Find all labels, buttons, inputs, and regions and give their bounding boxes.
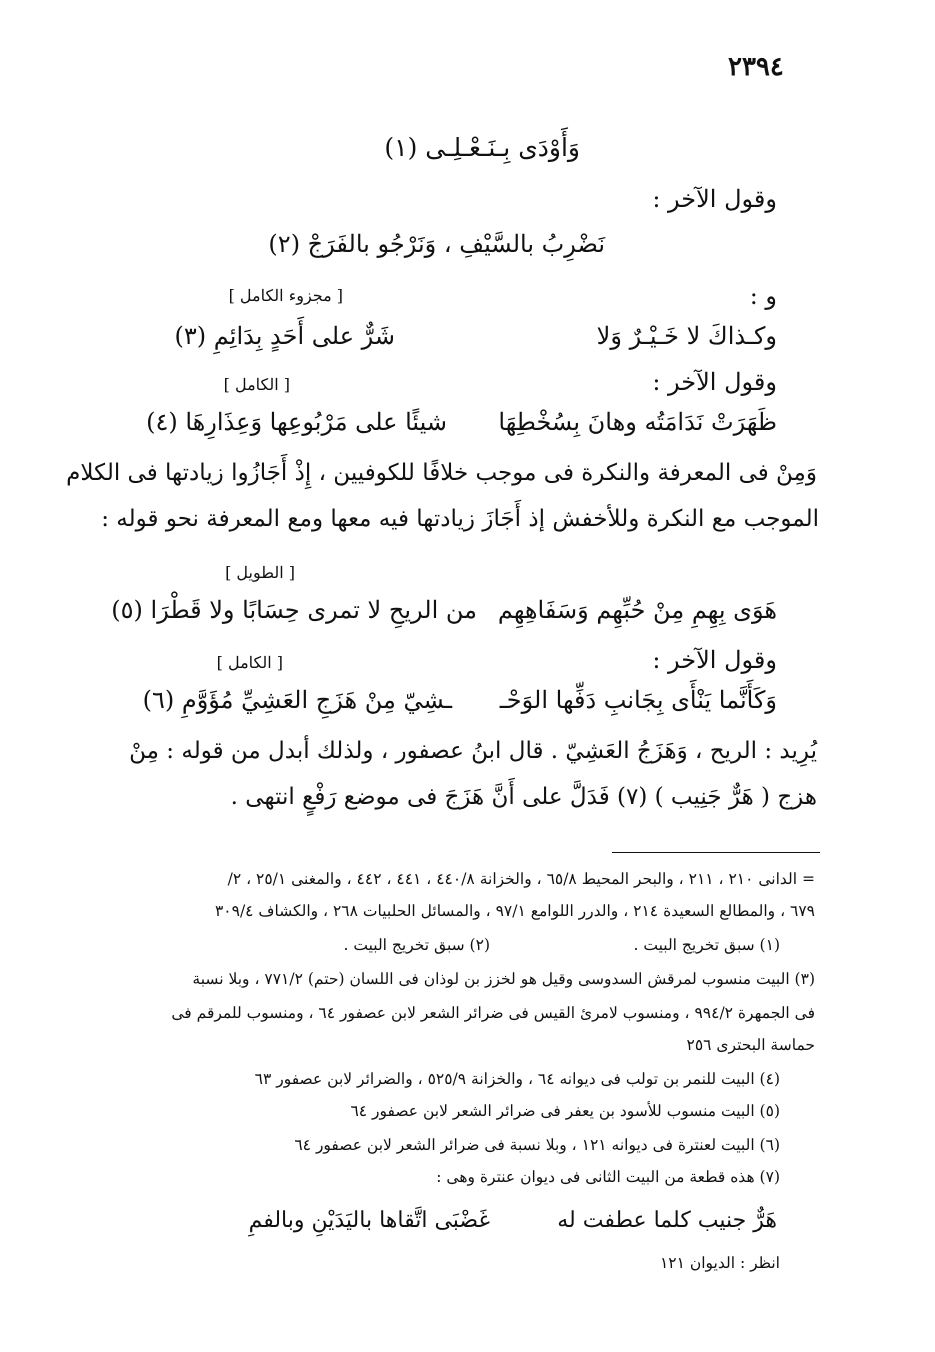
- verse-4-first-hemistich: هَوَى بِهِمِ مِنْ حُبِّهِم وَسَفَاهِهِم: [497, 596, 777, 624]
- footnote-continuation-2: ٦٧٩ ، والمطالع السعيدة ٢١٤ ، والدرر اللوامع ٩٧/١ ، والمسائل الحلبيات ٢٦٨ ، والكشاف ٣٠٩/٤: [214, 902, 815, 920]
- verse-5-second-hemistich: ـشِيّ مِنْ هَزَجِ العَشِيِّ مُؤَوَّمِ (٦): [142, 686, 452, 714]
- meter-label-3: [ الكامل ]: [223, 375, 290, 394]
- footnote-7-verse-first: هَرٌّ جنيب كلما عطفت له: [557, 1208, 777, 1233]
- footnote-7-verse-second: غَضْبَى اتَّقاها باليَدَيْنِ وبالفمِ: [248, 1208, 490, 1233]
- verse-4-second-hemistich: من الريحِ لا تمرى حِسَابًا ولا قَطْرَا (٥): [111, 596, 477, 624]
- footnote-1: (١) سبق تخريج البيت .: [633, 936, 780, 954]
- intro-line-3: وقول الآخر :: [652, 368, 777, 396]
- verse-3-second-hemistich: شيئًا على مَرْبُوعِها وَعِذَارِهَا (٤): [146, 408, 447, 436]
- footnote-3-line-3: حماسة البحترى ٢٥٦: [686, 1036, 815, 1054]
- footnote-4: (٤) البيت للنمر بن تولب فى ديوانه ٦٤ ، والخزانة ٥٢٥/٩ ، والضرائر لابن عصفور ٦٣: [254, 1070, 780, 1088]
- verse-2-second-hemistich: شَرٌّ على أَحَدٍ بِدَائِمِ (٣): [174, 322, 395, 350]
- footnote-6: (٦) البيت لعنترة فى ديوانه ١٢١ ، وبلا نسبة فى ضرائر الشعر لابن عصفور ٦٤: [294, 1136, 780, 1154]
- page-number: ٢٣٩٤: [728, 52, 784, 82]
- footnote-continuation-1: = الدانى ٢١٠ ، ٢١١ ، والبحر المحيط ٦٥/٨ ، والخزانة ٤٤٠/٨ ، ٤٤١ ، ٤٤٢ ، والمغنى ٢٥/١ ، ٢/: [227, 870, 815, 888]
- verse-3-first-hemistich: ظَهَرَتْ نَدَامَتُه وهانَ بِسُخْطِهَا: [498, 408, 777, 436]
- verse-2-first-hemistich: وكـذاكَ لا خَـيْـرٌ وَلا: [596, 322, 777, 350]
- paragraph-line-4: هزج ( هَرٌّ جَنِيب ) (٧) فَدَلَّ على أَنَّ هَزَجَ فى موضع رَفْعٍ انتهى .: [230, 784, 817, 810]
- footnote-3-line-1: (٣) البيت منسوب لمرقش السدوسى وقيل هو لخزز بن لوذان فى اللسان (حتم) ٧٧١/٢ ، وبلا نسبة: [192, 970, 815, 988]
- intro-line-2: و :: [749, 282, 777, 310]
- paragraph-line-1: وَمِنْ فى المعرفة والنكرة فى موجب خلافًا للكوفيين ، إِذْ أَجَازُوا زيادتها فى الكلام: [66, 460, 817, 486]
- footnote-5: (٥) البيت منسوب للأسود بن يعفر فى ضرائر الشعر لابن عصفور ٦٤: [350, 1102, 780, 1120]
- footnote-7: (٧) هذه قطعة من البيت الثانى فى ديوان عنترة وهى :: [436, 1168, 780, 1186]
- verse-top: وَأَوْدَى بِـنَـعْـلِـى (١): [384, 133, 580, 162]
- meter-label-5: [ الكامل ]: [216, 653, 283, 672]
- paragraph-line-3: يُرِيد : الريح ، وَهَزَجُ العَشِيّ . قال ابنُ عصفور ، ولذلك أبدل من قوله : مِنْ: [129, 738, 817, 764]
- footnote-7-reference: انظر : الديوان ١٢١: [659, 1254, 780, 1272]
- footnote-2: (٢) سبق تخريج البيت .: [343, 936, 490, 954]
- intro-line-5: وقول الآخر :: [652, 646, 777, 674]
- meter-label-2: [ مجزوء الكامل ]: [228, 286, 343, 305]
- footnote-3-line-2: فى الجمهرة ٩٩٤/٢ ، ومنسوب لامرئ القيس فى ضرائر الشعر لابن عصفور ٦٤ ، ومنسوب للمرقم فى: [171, 1004, 815, 1022]
- meter-label-4: [ الطويل ]: [225, 563, 295, 582]
- verse-5-first-hemistich: وَكَأَنَّما يَنْأَى بِجَانبِ دَفِّها الوَحْـ: [499, 686, 777, 714]
- footnote-separator: [612, 852, 820, 853]
- paragraph-line-2: الموجب مع النكرة وللأخفش إذ أَجَازَ زيادتها فيه معها ومع المعرفة نحو قوله :: [101, 506, 819, 532]
- intro-line-1: وقول الآخر :: [652, 185, 777, 213]
- verse-line-1: نَضْرِبُ بالسَّيْفِ ، وَنَرْجُو بالفَرَجْ (٢): [268, 230, 605, 258]
